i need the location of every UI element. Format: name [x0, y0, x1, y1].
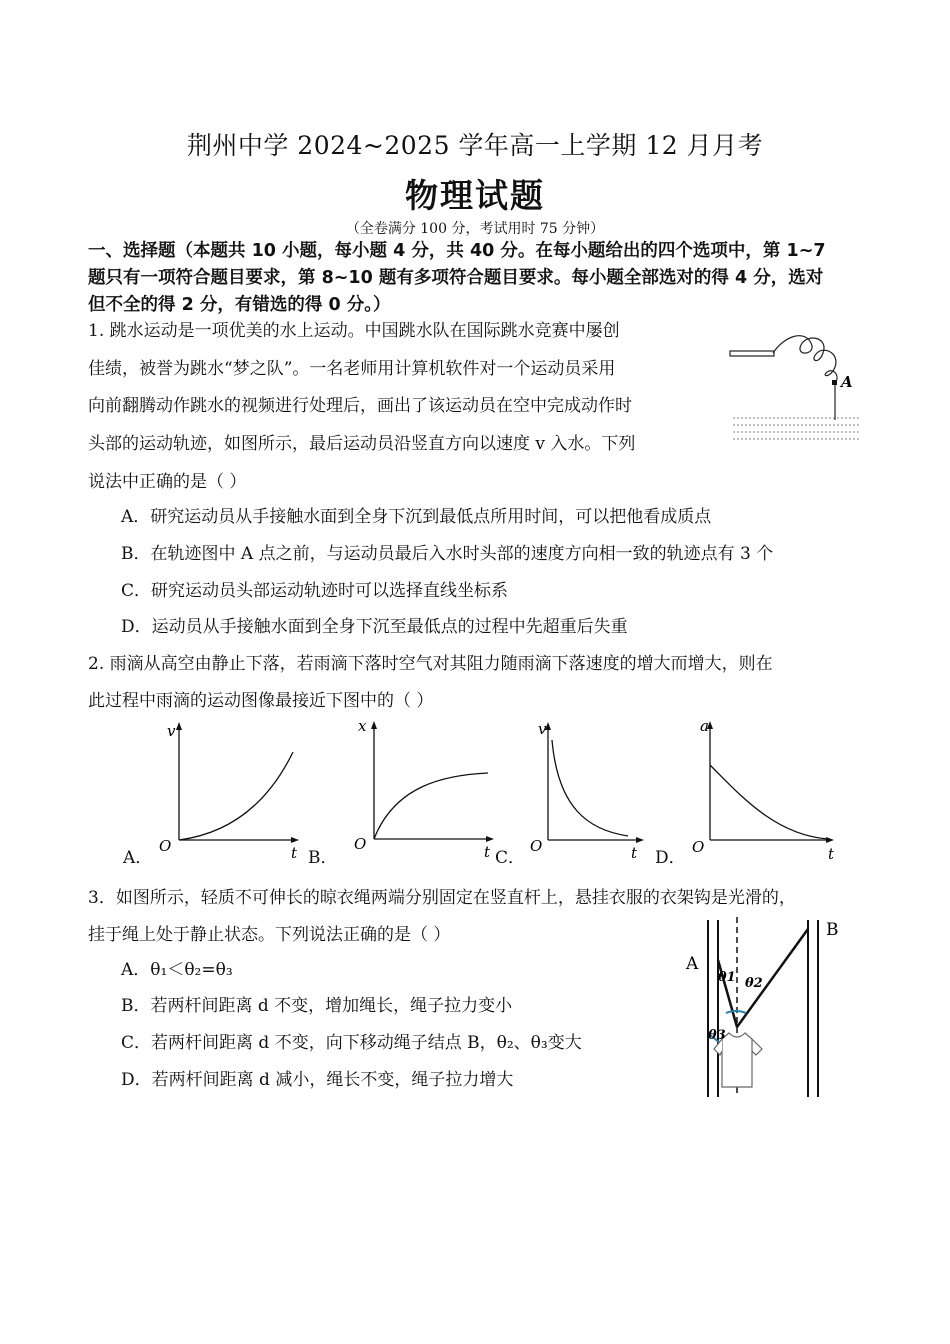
q1-option-d: D．运动员从手接触水面到全身下沉至最低点的过程中先超重后失重	[121, 617, 628, 637]
q1-line: 说法中正确的是（ ）	[88, 472, 247, 492]
section-line: 一、选择题（本题共 10 小题，每小题 4 分，共 40 分。在每小题给出的四个选项中，第 1~7	[88, 241, 826, 261]
subject-title: 物理试题	[405, 176, 545, 215]
q3-option-d: D．若两杆间距离 d 减小，绳长不变，绳子拉力增大	[121, 1070, 514, 1090]
point-a-marker	[832, 380, 837, 385]
q1-line: 头部的运动轨迹，如图所示，最后运动员沿竖直方向以速度 v 入水。下列	[88, 434, 636, 454]
q3-option-c: C．若两杆间距离 d 不变，向下移动绳子结点 B，θ₂、θ₃变大	[121, 1033, 582, 1053]
section-instructions	[88, 238, 868, 319]
q1-line: 佳绩，被誉为跳水“梦之队”。一名老师用计算机软件对一个运动员采用	[88, 359, 616, 379]
q1-option-b: B．在轨迹图中 A 点之前，与运动员最后入水时头部的速度方向相一致的轨迹点有 3 个	[121, 544, 774, 564]
point-a-label: A	[841, 373, 853, 391]
q1-line: 1. 跳水运动是一项优美的水上运动。中国跳水队在国际跳水竞赛中屡创	[88, 321, 620, 341]
graph-b-xlabel: t	[484, 843, 491, 861]
section-line: 题只有一项符合题目要求，第 8~10 题有多项符合题目要求。每小题全部选对的得 4 分，选对	[88, 268, 824, 288]
q3-option-b: B．若两杆间距离 d 不变，增加绳长，绳子拉力变小	[121, 996, 513, 1016]
graph-a-ylabel: v	[167, 722, 176, 740]
water-surface	[733, 418, 860, 439]
graph-a-option: A．	[123, 848, 153, 868]
graph-a-xlabel: t	[291, 844, 298, 862]
graph-c-origin: O	[530, 837, 543, 855]
exam-note: （全卷满分 100 分，考试用时 75 分钟）	[345, 221, 605, 237]
q1-line: 向前翻腾动作跳水的视频进行处理后，画出了该运动员在空中完成动作时	[88, 396, 632, 416]
diving-board	[730, 351, 774, 356]
theta3-label: θ3	[708, 1028, 726, 1043]
graph-c-curve	[552, 740, 628, 836]
graph-b-ylabel: x	[358, 717, 367, 735]
theta2-label: θ2	[745, 976, 763, 991]
graph-c-option: C．	[495, 848, 526, 868]
graph-b-curve	[374, 773, 488, 839]
graph-d-option: D．	[655, 848, 686, 868]
clothesline-figure	[680, 915, 860, 1100]
q1-option-c: C．研究运动员头部运动轨迹时可以选择直线坐标系	[121, 581, 509, 601]
section-line: 但不全的得 2 分，有错选的得 0 分。）	[88, 295, 391, 315]
theta1-label: θ1	[718, 970, 736, 985]
graph-a-origin: O	[159, 837, 172, 855]
graph-c-xlabel: t	[631, 844, 638, 862]
q3-line: 挂于绳上处于静止状态。下列说法正确的是（ ）	[88, 925, 451, 945]
graph-a-curve	[179, 752, 293, 840]
angle-arc-top	[726, 1011, 746, 1013]
q3-option-a: A．θ₁＜θ₂=θ₃	[121, 960, 233, 980]
q2-line: 2. 雨滴从高空由静止下落，若雨滴下落时空气对其阻力随雨滴下落速度的增大而增大，则在	[88, 654, 773, 674]
graph-d	[690, 715, 840, 863]
graph-b-origin: O	[354, 835, 367, 853]
graph-d-origin: O	[692, 838, 705, 856]
graph-a	[155, 718, 303, 864]
q1-option-a: A．研究运动员从手接触水面到全身下沉到最低点所用时间，可以把他看成质点	[121, 507, 712, 527]
label-b: B	[826, 920, 839, 940]
exam-title: 荆州中学 2024~2025 学年高一上学期 12 月月考	[186, 131, 764, 160]
graph-b	[350, 715, 500, 863]
shirt-icon	[722, 1033, 762, 1087]
label-a: A	[686, 954, 699, 974]
graph-b-option: B．	[308, 848, 338, 868]
trajectory-curve	[773, 336, 837, 420]
graph-d-curve	[710, 765, 828, 839]
graph-c-ylabel: v	[538, 720, 547, 738]
q2-line: 此过程中雨滴的运动图像最接近下图中的（ ）	[88, 691, 434, 711]
graph-c	[528, 718, 648, 864]
diver-trajectory-figure	[725, 325, 865, 450]
graph-d-xlabel: t	[828, 845, 835, 863]
q3-line: 3．如图所示，轻质不可伸长的晾衣绳两端分别固定在竖直杆上，悬挂衣服的衣架钩是光滑的，	[88, 888, 796, 908]
graph-d-ylabel: a	[700, 717, 709, 735]
